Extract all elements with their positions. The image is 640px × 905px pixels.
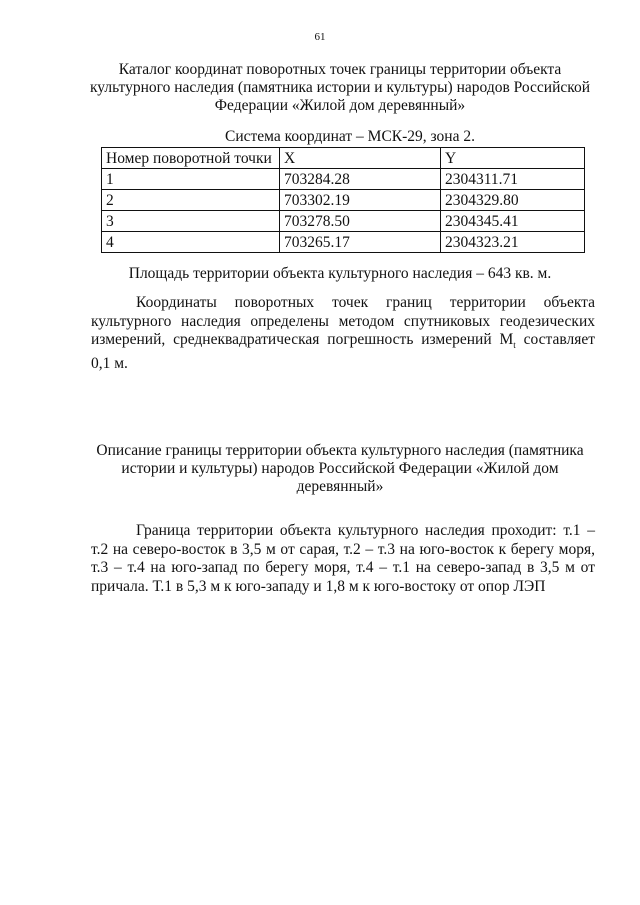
header-point-number: Номер поворотной точки — [102, 148, 280, 169]
boundary-text: Граница территории объекта культурного наследия проходит: т.1 – т.2 на северо-восток в 3,5 м от сарая, т.2 – т.3 на юго-восток к берегу моря, т.3 – т.4 на юго-запад по берегу моря, т.4 – т.1 на северо-запад в 3,5 м от причала. Т.1 в 5,3 м к юго-западу и 1,8 м к юго-востоку от опор ЛЭП — [91, 522, 595, 595]
point-number-cell: 1 — [102, 169, 280, 190]
table-row — [102, 232, 585, 253]
catalog-title: Каталог координат поворотных точек границы территории объекта культурного наследия (памятника истории и культуры) народов Российской Федерации «Жилой дом деревянный» — [89, 61, 591, 114]
y-cell: 2304329.80 — [441, 190, 585, 211]
table-row — [102, 169, 585, 190]
accuracy-end-text: составляет 0,1 м. — [91, 331, 595, 372]
boundary-description-paragraph — [91, 522, 595, 596]
x-cell: 703265.17 — [280, 232, 441, 253]
y-cell: 2304345.41 — [441, 211, 585, 232]
coordinates-table — [101, 147, 585, 253]
point-number-cell: 2 — [102, 190, 280, 211]
table-row — [102, 190, 585, 211]
x-cell: 703278.50 — [280, 211, 441, 232]
y-cell: 2304311.71 — [441, 169, 585, 190]
header-y: Y — [441, 148, 585, 169]
accuracy-paragraph — [91, 294, 595, 373]
table-row — [102, 211, 585, 232]
coordinate-system-caption: Система координат – МСК-29, зона 2. — [225, 128, 475, 145]
table-header-row — [102, 148, 585, 169]
header-x: X — [280, 148, 441, 169]
x-cell: 703284.28 — [280, 169, 441, 190]
y-cell: 2304323.21 — [441, 232, 585, 253]
accuracy-main-text: Координаты поворотных точек границ территории объекта культурного наследия определены методом спутниковых геодезических измерений, среднеквадратическая погрешность измерений M — [91, 294, 595, 348]
point-number-cell: 4 — [102, 232, 280, 253]
area-statement: Площадь территории объекта культурного наследия – 643 кв. м. — [128, 265, 552, 282]
x-cell: 703302.19 — [280, 190, 441, 211]
point-number-cell: 3 — [102, 211, 280, 232]
description-title: Описание границы территории объекта культурного наследия (памятника истории и культуры) народов Российской Федерации «Жилой дом деревянный» — [96, 442, 584, 495]
page-number: 61 — [314, 31, 326, 43]
accuracy-subscript: t — [513, 340, 516, 351]
